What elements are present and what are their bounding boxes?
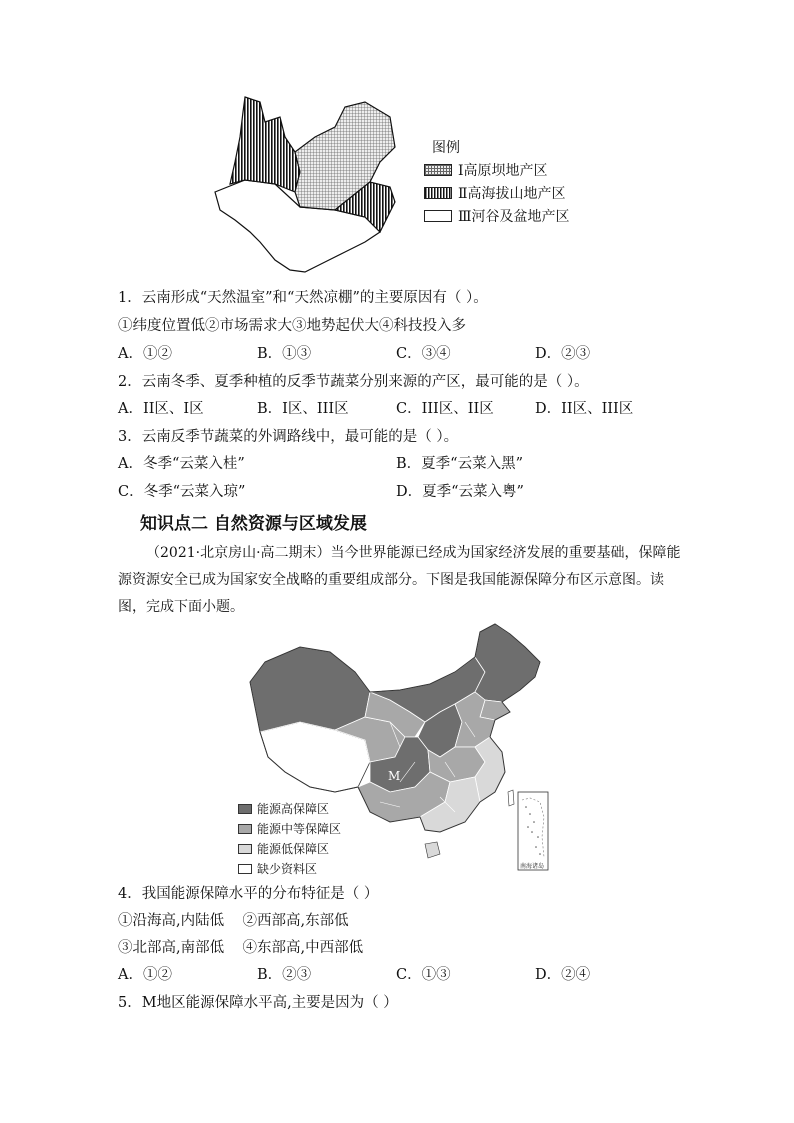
region-xinjiang — [250, 647, 370, 732]
grid-pattern-swatch — [424, 164, 452, 176]
yunnan-map — [205, 92, 425, 277]
legend-low: 能源低保障区 — [238, 840, 341, 857]
q4-option-c[interactable]: C．①③ — [396, 967, 451, 983]
legend-none: 缺少资料区 — [238, 860, 341, 877]
question-4-choices-2: ③北部高,南部低 ④东部高,中西部低 — [118, 940, 364, 956]
passage: （2021·北京房山·高二期末）当今世界能源已经成为国家经济发展的重要基础，保障能源资源安全已成为国家安全战略的重要组成部分。下图是我国能源保障分布区示意图。读图，完成下面小题。 — [118, 545, 681, 615]
legend-item-iii: Ⅲ河谷及盆地产区 — [424, 206, 570, 226]
section-title: 知识点二 自然资源与区域发展 — [140, 514, 367, 534]
inset-label: 南海诸岛 — [520, 863, 545, 870]
legend-item-i: Ⅰ高原坝地产区 — [424, 160, 570, 180]
question-5: 5．M地区能源保障水平高,主要是因为（ ） — [118, 995, 398, 1011]
q4-option-b[interactable]: B．②③ — [257, 967, 312, 983]
q4-option-a[interactable]: A．①② — [118, 967, 172, 983]
question-4-choices-1: ①沿海高,内陆低 ②西部高,东部低 — [118, 913, 349, 929]
none-swatch — [238, 864, 252, 874]
legend-title: 图例 — [432, 140, 460, 156]
q2-option-b[interactable]: B．I区、III区 — [257, 401, 349, 417]
q3-option-b[interactable]: B．夏季“云菜入黑” — [396, 456, 523, 472]
vertical-pattern-swatch — [424, 187, 452, 199]
high-swatch — [238, 804, 252, 814]
low-swatch — [238, 844, 252, 854]
q3-option-a[interactable]: A．冬季“云菜入桂” — [118, 456, 245, 472]
q2-option-c[interactable]: C．III区、II区 — [396, 401, 494, 417]
region-ii-nw — [230, 97, 300, 192]
q1-option-a[interactable]: A．①② — [118, 346, 172, 362]
q1-option-b[interactable]: B．①③ — [257, 346, 312, 362]
region-hainan — [425, 842, 440, 858]
question-3: 3．云南反季节蔬菜的外调路线中，最可能的是（ ）。 — [118, 429, 459, 445]
q1-option-c[interactable]: C．③④ — [396, 346, 451, 362]
blank-pattern-swatch — [424, 210, 452, 222]
q3-option-d[interactable]: D．夏季“云菜入粤” — [396, 484, 524, 500]
legend-mid: 能源中等保障区 — [238, 820, 341, 837]
question-1: 1．云南形成“天然温室”和“天然凉棚”的主要原因有（ ）。 — [118, 290, 488, 306]
yunnan-legend — [424, 160, 570, 226]
q2-option-a[interactable]: A．II区、I区 — [118, 401, 204, 417]
energy-legend — [238, 800, 341, 877]
q4-option-d[interactable]: D．②④ — [535, 967, 591, 983]
mid-swatch — [238, 824, 252, 834]
question-4: 4．我国能源保障水平的分布特征是（ ） — [118, 886, 379, 902]
legend-item-ii: Ⅱ高海拔山地产区 — [424, 183, 570, 203]
legend-high: 能源高保障区 — [238, 800, 341, 817]
region-northeast — [475, 624, 540, 702]
question-1-choices: ①纬度位置低②市场需求大③地势起伏大④科技投入多 — [118, 318, 466, 334]
question-2: 2．云南冬季、夏季种植的反季节蔬菜分别来源的产区，最可能的是（ ）。 — [118, 374, 589, 390]
q2-option-d[interactable]: D．II区、III区 — [535, 401, 634, 417]
m-marker: M — [388, 769, 401, 783]
south-sea-inset — [518, 792, 548, 870]
q1-option-d[interactable]: D．②③ — [535, 346, 591, 362]
q3-option-c[interactable]: C．冬季“云菜入琼” — [118, 484, 246, 500]
